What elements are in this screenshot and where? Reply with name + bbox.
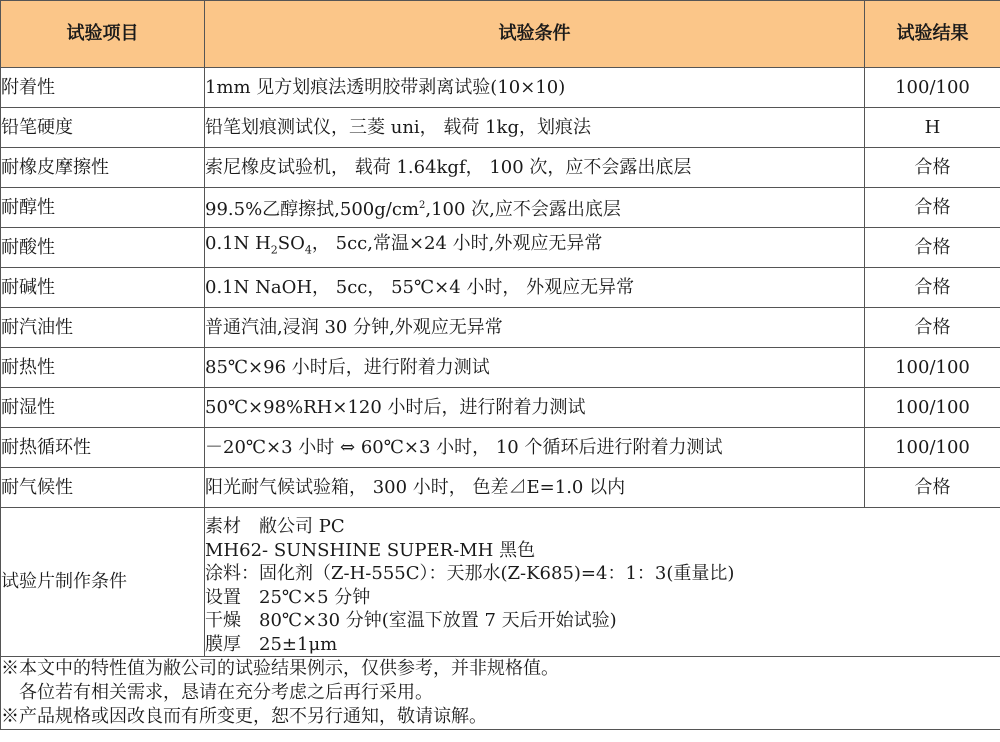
disclaimer-notes [1,657,1000,730]
table-row [1,388,1000,428]
test-result-cell: 合格 [865,308,1000,348]
table-row [1,308,1000,348]
condition-text: 99.5%乙醇擦拭,500g/cm [205,198,419,220]
table-row [1,268,1000,308]
test-condition-cell: 85℃×96 小时后，进行附着力测试 [205,348,865,388]
preparation-row [1,508,1000,657]
test-item-cell: 耐碱性 [1,268,205,308]
test-result-cell: 100/100 [865,388,1000,428]
notes-row [1,657,1000,730]
test-item-cell: 耐汽油性 [1,308,205,348]
condition-text: ， 5cc,常温×24 小时,外观应无异常 [311,233,603,255]
test-item-cell: 附着性 [1,68,205,108]
preparation-line: MH62- SUNSHINE SUPER-MH 黑色 [205,539,536,561]
test-result-cell: 100/100 [865,428,1000,468]
test-item-cell: 耐橡皮摩擦性 [1,148,205,188]
test-condition-cell: 0.1N NaOH， 5cc， 55℃×4 小时， 外观应无异常 [205,268,865,308]
test-condition-cell: 阳光耐气候试验箱， 300 小时， 色差⊿E=1.0 以内 [205,468,865,508]
table-row [1,428,1000,468]
subscript-4: 4 [304,243,312,257]
test-condition-cell [205,188,865,228]
condition-text: ,100 次,应不会露出底层 [425,198,621,220]
table-row [1,228,1000,268]
test-item-cell: 耐热性 [1,348,205,388]
test-result-cell: 100/100 [865,68,1000,108]
preparation-label: 试验片制作条件 [1,508,205,657]
table-row [1,68,1000,108]
table-row [1,468,1000,508]
test-condition-cell: 1mm 见方划痕法透明胶带剥离试验(10×10) [205,68,865,108]
note-line: ※产品规格或因改良而有所变更，恕不另行通知，敬请谅解。 [1,706,487,727]
test-item-cell: 耐热循环性 [1,428,205,468]
preparation-line: 设置 25℃×5 分钟 [205,586,371,608]
preparation-details [205,508,1000,657]
header-test-condition: 试验条件 [205,1,865,68]
preparation-line: 涂料：固化剂（Z-H-555C）：天那水(Z-K685)=4：1：3(重量比) [205,563,735,584]
header-test-item: 试验项目 [1,1,205,68]
test-condition-cell: 铅笔划痕测试仪，三菱 uni， 载荷 1kg，划痕法 [205,108,865,148]
test-result-cell: 合格 [865,148,1000,188]
preparation-line: 膜厚 25±1μm [205,633,338,655]
test-result-cell: 合格 [865,468,1000,508]
test-item-cell: 耐湿性 [1,388,205,428]
test-condition-cell: 索尼橡皮试验机， 载荷 1.64kgf， 100 次，应不会露出底层 [205,148,865,188]
test-item-cell: 耐醇性 [1,188,205,228]
header-test-result: 试验结果 [865,1,1000,68]
table-row [1,188,1000,228]
test-item-cell: 耐酸性 [1,228,205,268]
test-item-cell: 耐气候性 [1,468,205,508]
table-row [1,348,1000,388]
condition-text: 0.1N H [205,233,271,255]
condition-text: SO [277,233,305,255]
note-line: 各位若有相关需求，恳请在充分考虑之后再行采用。 [1,682,433,703]
test-item-cell: 铅笔硬度 [1,108,205,148]
superscript-2: 2 [419,199,426,211]
test-result-cell: 100/100 [865,348,1000,388]
table-row [1,108,1000,148]
test-result-cell: 合格 [865,228,1000,268]
test-condition-cell [205,228,865,268]
test-result-cell: H [865,108,1000,148]
preparation-line: 素材 敝公司 PC [205,516,345,537]
test-result-cell: 合格 [865,268,1000,308]
test-condition-cell: －20℃×3 小时 ⇔ 60℃×3 小时， 10 个循环后进行附着力测试 [205,428,865,468]
test-condition-cell: 50℃×98%RH×120 小时后，进行附着力测试 [205,388,865,428]
test-condition-cell: 普通汽油,浸润 30 分钟,外观应无异常 [205,308,865,348]
test-result-cell: 合格 [865,188,1000,228]
table-row [1,148,1000,188]
preparation-line: 干燥 80℃×30 分钟(室温下放置 7 天后开始试验) [205,610,617,631]
header-row [1,1,1000,68]
note-line: ※本文中的特性值为敝公司的试验结果例示，仅供参考，并非规格值。 [1,658,559,679]
subscript-2: 2 [270,243,278,257]
